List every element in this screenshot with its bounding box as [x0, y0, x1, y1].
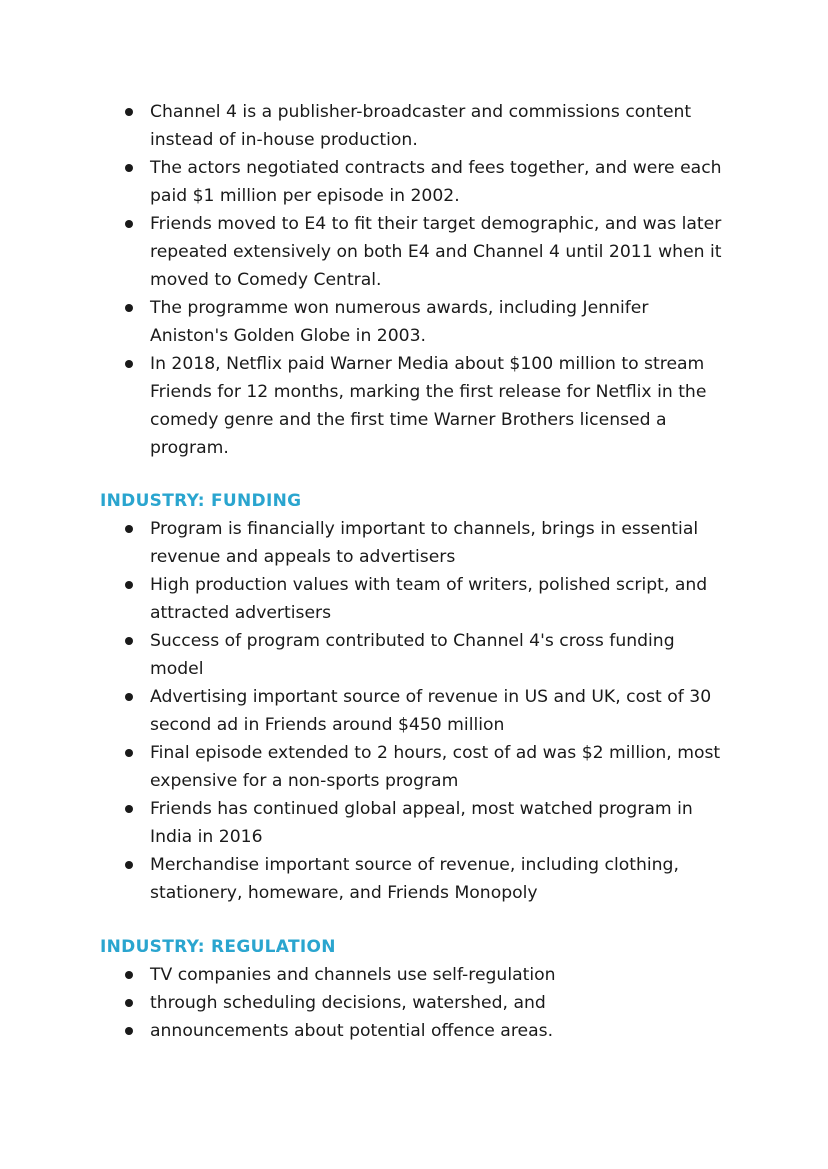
bullet-dot-icon	[125, 637, 133, 645]
regulation-section	[0, 936, 828, 1045]
bullet-item	[0, 98, 730, 154]
bullet-item	[0, 683, 730, 739]
bullet-text: Friends has continued global appeal, most watched program in India in 2016	[150, 799, 693, 847]
bullet-item	[0, 739, 730, 795]
bullet-text: Channel 4 is a publisher-broadcaster and commissions content instead of in-house production.	[150, 102, 692, 150]
bullet-dot-icon	[125, 1027, 133, 1035]
bullet-text: The programme won numerous awards, including Jennifer Aniston's Golden Globe in 2003.	[150, 298, 649, 346]
bullet-dot-icon	[125, 525, 133, 533]
bullet-item	[0, 515, 730, 571]
bullet-text: High production values with team of writers, polished script, and attracted advertisers	[150, 575, 708, 623]
bullet-text: The actors negotiated contracts and fees together, and were each paid $1 million per episode in 2002.	[150, 158, 722, 206]
bullet-item	[0, 961, 730, 989]
bullet-item	[0, 627, 730, 683]
bullet-dot-icon	[125, 861, 133, 869]
funding-bullet-list	[0, 515, 828, 907]
bullet-item	[0, 571, 730, 627]
bullet-item	[0, 294, 730, 350]
funding-section	[0, 490, 828, 907]
bullet-dot-icon	[125, 164, 133, 172]
bullet-dot-icon	[125, 749, 133, 757]
bullet-dot-icon	[125, 971, 133, 979]
bullet-item	[0, 350, 730, 462]
bullet-item	[0, 851, 730, 907]
bullet-text: Final episode extended to 2 hours, cost of ad was $2 million, most expensive for a non-sports program	[150, 743, 721, 791]
bullet-item	[0, 210, 730, 294]
regulation-heading: INDUSTRY: REGULATION	[100, 937, 336, 957]
bullet-item	[0, 154, 730, 210]
bullet-dot-icon	[125, 108, 133, 116]
bullet-item	[0, 1017, 730, 1045]
bullet-dot-icon	[125, 360, 133, 368]
bullet-text: Advertising important source of revenue in US and UK, cost of 30 second ad in Friends around $450 million	[150, 687, 712, 735]
bullet-item	[0, 795, 730, 851]
bullet-text: Success of program contributed to Channel 4's cross funding model	[150, 631, 675, 679]
bullet-dot-icon	[125, 581, 133, 589]
bullet-dot-icon	[125, 693, 133, 701]
intro-bullet-list	[0, 98, 828, 462]
bullet-text: announcements about potential offence areas.	[150, 1021, 554, 1041]
funding-heading: INDUSTRY: FUNDING	[100, 491, 302, 511]
bullet-text: Program is financially important to channels, brings in essential revenue and appeals to advertisers	[150, 519, 699, 567]
bullet-dot-icon	[125, 805, 133, 813]
bullet-item	[0, 989, 730, 1017]
bullet-text: through scheduling decisions, watershed, and	[150, 993, 546, 1013]
bullet-dot-icon	[125, 220, 133, 228]
bullet-dot-icon	[125, 999, 133, 1007]
bullet-dot-icon	[125, 304, 133, 312]
bullet-text: In 2018, Netflix paid Warner Media about $100 million to stream Friends for 12 months, marking the first release for Netflix in the comedy genre and the first time Warner Brothers licensed a program.	[150, 354, 707, 458]
intro-section	[0, 98, 828, 462]
regulation-bullet-list	[0, 961, 828, 1045]
bullet-text: TV companies and channels use self-regulation	[150, 965, 556, 985]
bullet-text: Merchandise important source of revenue, including clothing, stationery, homeware, and Friends Monopoly	[150, 855, 679, 903]
bullet-text: Friends moved to E4 to fit their target demographic, and was later repeated extensively on both E4 and Channel 4 until 2011 when it moved to Comedy Central.	[150, 214, 722, 290]
